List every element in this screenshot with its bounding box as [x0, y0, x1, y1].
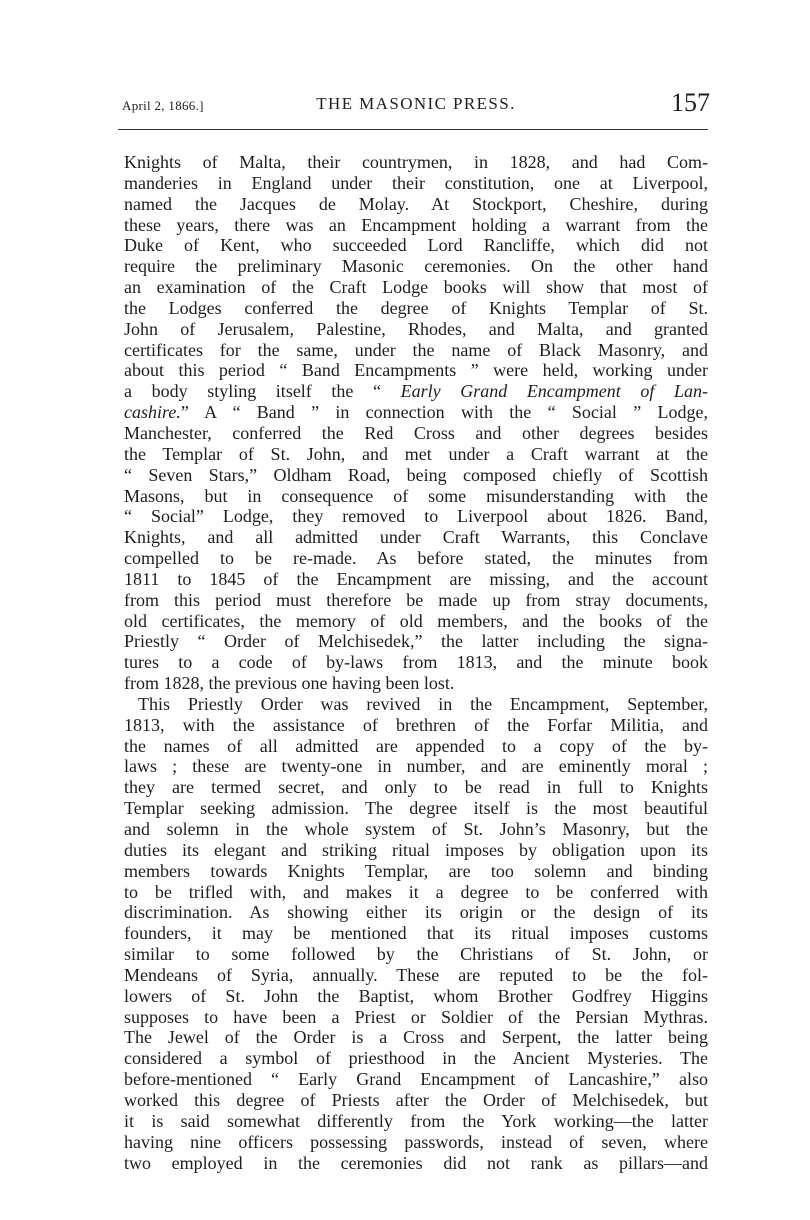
article-body	[124, 152, 708, 1173]
text-line: an examination of the Craft Lodge books will show that most of	[124, 277, 708, 298]
text-line: similar to some followed by the Christians of St. John, or	[124, 944, 708, 965]
text-line-with-italic: a body styling itself the “ Early Grand Encampment of Lan-	[124, 381, 709, 402]
text-line: the names of all admitted are appended to a copy of the by-	[124, 735, 708, 756]
text-line: these years, there was an Encampment holding a warrant from the	[124, 214, 708, 235]
text-line: the Templar of St. John, and met under a Craft warrant at the	[124, 443, 708, 464]
text-line: duties its elegant and striking ritual imposes by obligation upon its	[124, 839, 708, 860]
text-line: discrimination. As showing either its origin or the design of its	[124, 902, 708, 923]
text-line: two employed in the ceremonies did not rank as pillars—and	[124, 1152, 708, 1173]
text-line: Knights of Malta, their countrymen, in 1828, and had Com-	[124, 152, 708, 172]
text-line: Priestly “ Order of Melchisedek,” the latter including the signa-	[124, 631, 708, 652]
text-line: 1811 to 1845 of the Encampment are missing, and the account	[124, 568, 708, 589]
text-line: John of Jerusalem, Palestine, Rhodes, and Malta, and granted	[124, 318, 708, 339]
text-line: lowers of St. John the Baptist, whom Brother Godfrey Higgins	[124, 985, 708, 1006]
text-line: from this period must therefore be made up from stray documents,	[124, 589, 708, 610]
text-line: Templar seeking admission. The degree itself is the most beautiful	[124, 798, 708, 819]
header-title: THE MASONIC PRESS.	[316, 94, 516, 113]
text-line: and solemn in the whole system of St. John’s Masonry, but the	[124, 819, 708, 839]
header-date: April 2, 1866.]	[122, 98, 204, 113]
text-line: Manchester, conferred the Red Cross and other degrees besides	[124, 422, 708, 443]
text-line: Knights, and all admitted under Craft Warrants, this Conclave	[124, 527, 708, 548]
text-line: “ Seven Stars,” Oldham Road, being composed chiefly of Scottish	[124, 464, 708, 485]
text-line: from 1828, the previous one having been lost.	[124, 673, 455, 694]
text-line: tures to a code of by-laws from 1813, and the minute book	[124, 652, 708, 673]
text-line: require the preliminary Masonic ceremonies. On the other hand	[124, 256, 708, 277]
italic-title-fragment: Early Grand Encampment of Lan-	[400, 381, 709, 402]
header-rule	[118, 129, 708, 130]
text-line: compelled to be re-made. As before stated, the minutes from	[124, 548, 708, 569]
text-line: Mendeans of Syria, annually. These are reputed to be the fol-	[124, 964, 708, 985]
text-line: founders, it may be mentioned that its ritual imposes customs	[124, 923, 708, 944]
text-line: supposes to have been a Priest or Soldier of the Persian Mythras.	[124, 1006, 708, 1027]
text-line: Duke of Kent, who succeeded Lord Rancliffe, which did not	[124, 235, 708, 256]
text-line: Masons, but in consequence of some misunderstanding with the	[124, 485, 708, 506]
text-line: worked this degree of Priests after the Order of Melchisedek, but	[124, 1089, 708, 1110]
text-line: they are termed secret, and only to be read in full to Knights	[124, 777, 708, 798]
text-line: named the Jacques de Molay. At Stockport, Cheshire, during	[124, 193, 708, 214]
page-header	[122, 88, 710, 128]
italic-title-fragment: cashire.	[124, 402, 181, 423]
text-line-with-italic: cashire.” A “ Band ” in connection with the “ Social ” Lodge,	[124, 402, 708, 423]
text-line: laws ; these are twenty-one in number, and are eminently moral ;	[124, 756, 708, 777]
text-line: “ Social” Lodge, they removed to Liverpool about 1826. Band,	[124, 506, 708, 527]
text-line: old certificates, the memory of old members, and the books of the	[124, 610, 708, 631]
text-line: 1813, with the assistance of brethren of the Forfar Militia, and	[124, 714, 708, 735]
text-line: having nine officers possessing passwords, instead of seven, where	[124, 1131, 708, 1152]
text-line: to be trifled with, and makes it a degree to be conferred with	[124, 881, 708, 902]
text-line: The Jewel of the Order is a Cross and Serpent, the latter being	[124, 1027, 708, 1048]
text-line: about this period “ Band Encampments ” were held, working under	[124, 360, 708, 381]
text-line: it is said somewhat differently from the York working—the latter	[124, 1110, 708, 1131]
text-line: certificates for the same, under the name of Black Masonry, and	[124, 339, 708, 360]
text-line: members towards Knights Templar, are too solemn and binding	[124, 860, 708, 881]
text-line: This Priestly Order was revived in the Encampment, September,	[138, 693, 708, 714]
text-line: before-mentioned “ Early Grand Encampment of Lancashire,” also	[124, 1069, 708, 1090]
text-line: manderies in England under their constitution, one at Liverpool,	[124, 172, 708, 193]
text-line: considered a symbol of priesthood in the Ancient Mysteries. The	[124, 1048, 708, 1069]
text-line: the Lodges conferred the degree of Knights Templar of St.	[124, 297, 708, 318]
page-number: 157	[671, 88, 710, 117]
